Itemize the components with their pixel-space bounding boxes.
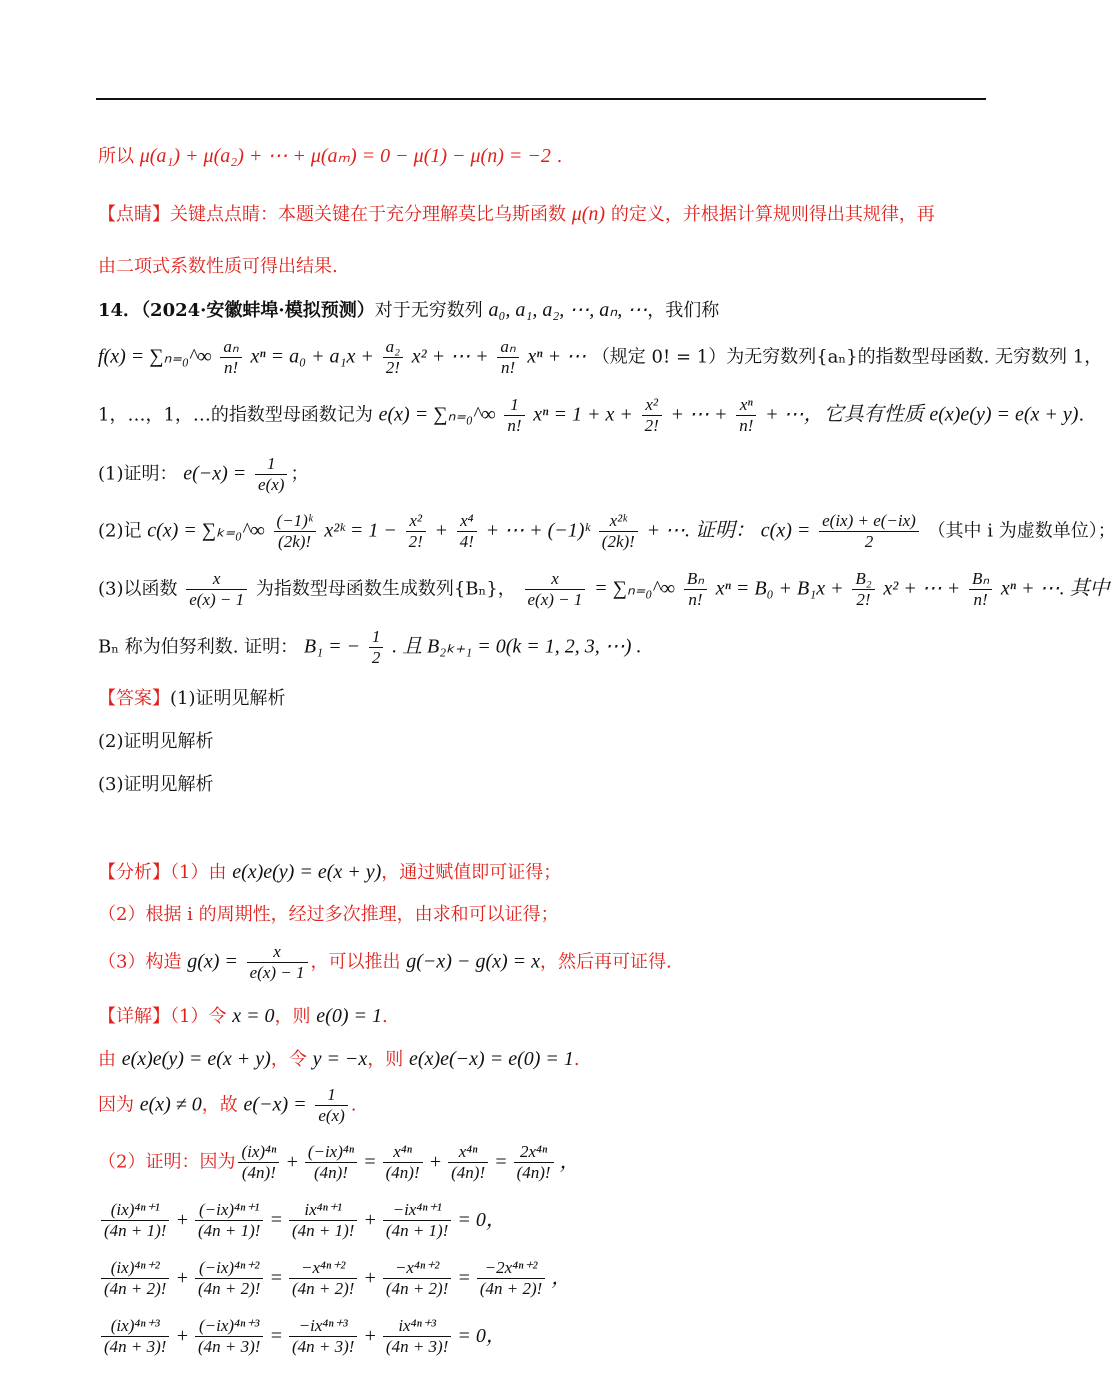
eq-fraction-num: 2x⁴ⁿ [514, 1143, 554, 1163]
comment-tag: 【点睛】 [98, 204, 170, 225]
eq-fraction-den: (4n)! [385, 1162, 420, 1182]
q2-left: c(x) = ∑ₖ₌₀^∞ [147, 519, 265, 542]
detail-2f2: y = −x [312, 1048, 368, 1070]
eq-fraction [305, 1143, 357, 1182]
e-frac-3-num: xⁿ [736, 396, 756, 416]
q2-frac-3-den: 4! [459, 531, 474, 551]
q2-plus: + [434, 519, 448, 542]
q3-frac-5 [969, 570, 992, 609]
eq-fraction-den: (4n + 2)! [479, 1278, 543, 1298]
q2-frac-4-den: (2k)! [601, 531, 635, 551]
eq-fraction-num: (−ix)⁴ⁿ [305, 1143, 357, 1163]
detail-2b: ，令 [270, 1049, 307, 1070]
q3-frac-1-den: e(x) − 1 [189, 589, 245, 609]
q3-b1-frac-den: 2 [371, 647, 381, 667]
eq-fraction-den: (4n + 2)! [291, 1278, 355, 1298]
q2-frac-1-num: (−1)ᵏ [274, 512, 316, 532]
analysis-1f: e(x)e(y) = e(x + y) [232, 861, 382, 883]
eq-op: + [363, 1208, 377, 1231]
detail-3-frac-num: 1 [315, 1086, 347, 1106]
q3-b1-frac-num: 1 [369, 628, 384, 648]
eq-fraction-den: (4n + 2)! [197, 1278, 261, 1298]
analysis-1b: ，通过赋值即可证得； [381, 862, 562, 883]
q3-frac-4-den: 2! [856, 589, 871, 609]
eq-op: = 0， [457, 1208, 506, 1231]
f-mid-2: x² + ⋯ + [411, 345, 489, 368]
eq-fraction-den: (4n + 1)! [197, 1220, 261, 1240]
result-end: . [556, 146, 563, 167]
q2-frac-3-num: x⁴ [457, 512, 477, 532]
f-frac-2-den: 2! [385, 357, 400, 377]
eq-op: + [428, 1150, 443, 1173]
e-line-a: 1，…，1，…的指数型母函数记为 [98, 404, 373, 426]
f-frac-2 [383, 338, 403, 377]
detail-line-5 [98, 1201, 509, 1240]
answer-tag: 【答案】 [98, 688, 170, 709]
detail-line-7 [98, 1317, 509, 1356]
e-definition [98, 396, 1084, 435]
detail-2f: e(x)e(y) = e(x + y) [121, 1048, 271, 1070]
q1-frac-den: e(x) [258, 474, 285, 494]
f-left: f(x) = ∑ₙ₌₀^∞ [98, 345, 212, 368]
q2-frac-4-num: x²ᵏ [599, 512, 638, 532]
eq-op: + [363, 1266, 377, 1289]
q3-frac-1-num: x [186, 570, 247, 590]
detail-2d: . [573, 1049, 580, 1070]
eq-op: = [269, 1266, 283, 1289]
eq-fraction [514, 1143, 554, 1182]
result-formula: μ(a₁) + μ(a₂) + ⋯ + μ(aₘ) = 0 − μ(1) − μ(n) = −2 [139, 145, 551, 167]
q1-left: e(−x) = [183, 462, 247, 485]
eq-fraction-den: (4n + 2)! [104, 1278, 167, 1298]
q2-frac-2-den: 2! [408, 531, 423, 551]
eq-fraction [383, 1317, 451, 1356]
q3-frac-5-num: Bₙ [969, 570, 992, 590]
eq-op: + [285, 1150, 299, 1173]
eq-op: ， [559, 1150, 580, 1173]
eq-fraction-num: −ix⁴ⁿ⁺¹ [383, 1201, 451, 1221]
analysis-tag: 【分析】 [98, 862, 170, 883]
answer-line-2 [98, 731, 214, 754]
eq-fraction-num: (ix)⁴ⁿ⁺¹ [101, 1201, 169, 1221]
eq-fraction-num: −x⁴ⁿ⁺² [289, 1259, 357, 1279]
eq-fraction-den: (4n)! [241, 1162, 276, 1182]
q3-b-b: . 且 B₂ₖ₊₁ = 0(k = 1, 2, 3, ⋯) . [392, 635, 642, 658]
q3-frac-4-num: B₂ [852, 570, 874, 590]
f-rule: （规定 0! = 1）为无穷数列{aₙ}的指数型母函数. 无穷数列 1， [591, 346, 1103, 368]
eq-fraction-den: (4n)! [313, 1162, 348, 1182]
eq-fraction-num: (ix)⁴ⁿ⁺³ [101, 1317, 169, 1337]
detail-1a: （1）令 [170, 1006, 227, 1027]
detail-3-frac-den: e(x) [318, 1105, 345, 1125]
detail-3f: e(x) ≠ 0 [139, 1093, 202, 1116]
eq-fraction [383, 1201, 451, 1240]
q1-frac [255, 455, 287, 494]
problem-intro-2: ，我们称 [647, 300, 720, 321]
q3-frac-2 [525, 570, 586, 609]
e-left: e(x) = ∑ₙ₌₀^∞ [378, 403, 496, 426]
eq-fraction [195, 1201, 263, 1240]
eq-fraction-den: (4n)! [451, 1162, 486, 1182]
eq-fraction [238, 1143, 279, 1182]
eq-fraction-num: (ix)⁴ⁿ [238, 1143, 279, 1163]
q3-frac-2-den: e(x) − 1 [527, 589, 583, 609]
q1-label: (1)证明： [98, 463, 178, 485]
e-frac-1-num: 1 [504, 396, 524, 416]
question-3 [98, 570, 1110, 609]
q3-mid-2: xⁿ = B₀ + B₁x + [715, 577, 844, 600]
f-frac-1-num: aₙ [220, 338, 241, 358]
q2-frac-3 [457, 512, 477, 551]
result-line [98, 144, 562, 169]
analysis-2: （2）根据 i 的周期性，经过多次推理，由求和可以证得； [98, 904, 559, 925]
analysis-3c: ，然后再可证得. [540, 951, 672, 973]
q2-frac-5 [819, 512, 919, 551]
q1-end: ； [290, 463, 309, 485]
q2-frac-2-num: x² [406, 512, 426, 532]
eq-fraction-den: (4n)! [516, 1162, 551, 1182]
eq-fraction-num: −ix⁴ⁿ⁺³ [289, 1317, 357, 1337]
eq-fraction-num: (ix)⁴ⁿ⁺² [101, 1259, 169, 1279]
analysis-3f: g(−x) − g(x) = x [406, 950, 541, 973]
analysis-line-1 [98, 860, 561, 885]
detail-line-1 [98, 1004, 388, 1029]
problem-number: 14． [98, 300, 142, 321]
eq-fraction-num: (−ix)⁴ⁿ⁺¹ [195, 1201, 263, 1221]
q2-frac-1 [274, 512, 316, 551]
eq-fraction-den: (4n + 3)! [385, 1336, 449, 1356]
eq-fraction [195, 1259, 263, 1298]
comment-text-2: 的定义，并根据计算规则得出其规律，再 [610, 204, 935, 225]
question-3-bernoulli [98, 628, 641, 667]
answer-line-3 [98, 774, 214, 797]
detail-1b: ，则 [274, 1006, 311, 1027]
eq-op: + [175, 1266, 189, 1289]
q2-frac-4 [599, 512, 638, 551]
detail-line-3 [98, 1086, 357, 1125]
analysis-1a: （1）由 [170, 862, 227, 883]
e-frac-2-den: 2! [644, 415, 659, 435]
q3-frac-5-den: n! [973, 589, 988, 609]
detail-3f2: e(−x) = [243, 1093, 307, 1116]
eq-fraction [289, 1317, 357, 1356]
q3-b1: B₁ = − [303, 635, 361, 658]
f-frac-3-den: n! [500, 357, 516, 377]
equation-row-3 [98, 1258, 574, 1298]
eq-fraction-den: (4n + 3)! [291, 1336, 355, 1356]
e-frac-3-den: n! [739, 415, 754, 435]
comment-line-1 [98, 202, 935, 227]
e-frac-2-num: x² [642, 396, 662, 416]
eq-fraction-den: (4n + 3)! [104, 1336, 167, 1356]
analysis-line-3 [98, 943, 672, 982]
eq-op: = 0， [457, 1324, 506, 1347]
detail-3c: . [350, 1094, 357, 1116]
problem-intro: 对于无穷数列 [374, 300, 483, 321]
eq-op: = [363, 1150, 377, 1173]
detail-line-4 [98, 1143, 583, 1182]
eq-fraction-num: −x⁴ⁿ⁺² [383, 1259, 451, 1279]
eq-fraction-den: (4n + 1)! [291, 1220, 355, 1240]
result-prefix: 所以 [98, 146, 134, 167]
detail-2c: ，则 [367, 1049, 404, 1070]
q2-frac-1-den: (2k)! [278, 531, 312, 551]
q2-mid: x²ᵏ = 1 − [324, 519, 397, 542]
eq-fraction [289, 1259, 357, 1298]
q3-label: (3)以函数 [98, 578, 178, 600]
eq-op: + [175, 1208, 189, 1231]
analysis-line-2 [98, 904, 559, 927]
q2-mid-3: + ⋯. 证明： [646, 519, 756, 542]
f-mid-3: xⁿ + ⋯ [527, 345, 587, 368]
eq-fraction-den: (4n + 2)! [385, 1278, 449, 1298]
detail-line-2 [98, 1047, 580, 1072]
e-mid-2: + ⋯ + [670, 403, 728, 426]
f-frac-3-num: aₙ [497, 338, 518, 358]
answer-1: (1)证明见解析 [170, 688, 286, 709]
comment-text-1: 关键点点睛：本题关键在于充分理解莫比乌斯函数 [170, 204, 566, 225]
eq-fraction [383, 1259, 451, 1298]
q3-frac-3-num: Bₙ [684, 570, 707, 590]
eq-fraction [101, 1259, 169, 1298]
question-1 [98, 455, 308, 494]
equation-row-4 [98, 1316, 509, 1356]
q2-mid-2: + ⋯ + (−1)ᵏ [485, 519, 591, 542]
eq-fraction [195, 1317, 263, 1356]
analysis-3-frac [247, 943, 308, 982]
detail-1f: x = 0 [232, 1005, 275, 1027]
e-mid-3: + ⋯，它具有性质 [765, 403, 924, 426]
analysis-3b: ，可以推出 [310, 951, 401, 973]
e-frac-2 [642, 396, 662, 435]
f-frac-1-den: n! [223, 357, 239, 377]
analysis-3-frac-num: x [247, 943, 308, 963]
eq-fraction-num: (−ix)⁴ⁿ⁺² [195, 1259, 263, 1279]
eq-fraction [289, 1201, 357, 1240]
f-frac-1 [220, 338, 241, 377]
e-prop: e(x)e(y) = e(x + y) [929, 403, 1079, 426]
q2-label: (2)记 [98, 520, 142, 542]
eq-op: = [457, 1266, 471, 1289]
e-frac-1-den: n! [507, 415, 522, 435]
f-mid: xⁿ = a₀ + a₁x + [250, 345, 374, 368]
q3-b1-frac [369, 628, 384, 667]
q3-mid: 为指数型母函数生成数列{Bₙ}， [255, 578, 516, 600]
q3-mid-4: xⁿ + ⋯. 其中 [1000, 577, 1110, 600]
detail-4a: （2）证明：因为 [98, 1151, 236, 1173]
answer-3: (3)证明见解析 [98, 774, 214, 795]
q3-mid-3: x² + ⋯ + [883, 577, 961, 600]
eq-fraction-den: (4n + 3)! [197, 1336, 261, 1356]
answer-2: (2)证明见解析 [98, 731, 214, 752]
q3-frac-3-den: n! [688, 589, 703, 609]
eq-op: = [269, 1208, 283, 1231]
e-frac-3 [736, 396, 756, 435]
eq-fraction [477, 1259, 545, 1298]
detail-tag: 【详解】 [98, 1006, 170, 1027]
f-frac-2-num: a₂ [383, 338, 403, 358]
eq-op: ， [551, 1266, 572, 1289]
detail-line-6 [98, 1259, 574, 1298]
question-2 [98, 512, 1116, 551]
analysis-3g: g(x) = [187, 950, 238, 973]
comment-mu: μ(n) [571, 203, 606, 225]
eq-fraction [448, 1143, 488, 1182]
comment-text-3: 由二项式系数性质可得出结果. [98, 256, 338, 277]
detail-2f3: e(x)e(−x) = e(0) = 1 [409, 1048, 574, 1070]
q1-frac-num: 1 [255, 455, 287, 475]
eq-fraction-num: (−ix)⁴ⁿ⁺³ [195, 1317, 263, 1337]
detail-3-frac [315, 1086, 347, 1125]
q3-b-a: Bₙ 称为伯努利数. 证明： [98, 636, 299, 658]
eq-op: + [175, 1324, 189, 1347]
eq-fraction-num: ix⁴ⁿ⁺¹ [289, 1201, 357, 1221]
eq-fraction [101, 1201, 169, 1240]
detail-1c: . [382, 1006, 388, 1027]
e-mid: xⁿ = 1 + x + [533, 403, 633, 426]
q2-frac-5-den: 2 [864, 531, 874, 551]
eq-fraction [101, 1317, 169, 1356]
q3-frac-4 [852, 570, 874, 609]
equation-row-2 [98, 1200, 509, 1240]
detail-1f2: e(0) = 1 [316, 1005, 382, 1027]
eq-fraction-num: ix⁴ⁿ⁺³ [383, 1317, 451, 1337]
q3-sum: = ∑ₙ₌₀^∞ [594, 577, 676, 600]
eq-fraction [383, 1143, 423, 1182]
eq-op: = [269, 1324, 283, 1347]
eq-op: + [363, 1324, 377, 1347]
comment-line-2 [98, 256, 338, 279]
q3-frac-1 [186, 570, 247, 609]
analysis-3-frac-den: e(x) − 1 [249, 962, 305, 982]
problem-source: （2024·安徽蚌埠·模拟预测） [141, 300, 375, 321]
problem-header [98, 298, 719, 323]
e-end: . [1078, 404, 1085, 426]
detail-2a: 由 [98, 1049, 116, 1070]
analysis-3a: （3）构造 [98, 951, 182, 973]
q2-frac-2 [406, 512, 426, 551]
problem-seq: a₀, a₁, a₂, ⋯, aₙ, ⋯ [488, 299, 648, 321]
eq-fraction-den: (4n + 1)! [104, 1220, 167, 1240]
q2-c: c(x) = [760, 519, 811, 542]
q2-frac-5-num: e(ix) + e(−ix) [819, 512, 919, 532]
q3-frac-3 [684, 570, 707, 609]
eq-op: = [494, 1150, 508, 1173]
equation-row-1 [235, 1142, 582, 1182]
answer-line-1 [98, 688, 286, 711]
detail-3a: 因为 [98, 1094, 134, 1116]
eq-fraction-num: x⁴ⁿ [448, 1143, 488, 1163]
header-rule [96, 98, 986, 100]
f-frac-3 [497, 338, 518, 377]
e-frac-1 [504, 396, 524, 435]
eq-fraction-num: −2x⁴ⁿ⁺² [477, 1259, 545, 1279]
detail-3b: ，故 [201, 1094, 238, 1116]
problem-definition [98, 338, 1102, 377]
eq-fraction-den: (4n + 1)! [385, 1220, 449, 1240]
q3-frac-2-num: x [525, 570, 586, 590]
q2-end: （其中 i 为虚数单位）； [927, 520, 1116, 542]
eq-fraction-num: x⁴ⁿ [383, 1143, 423, 1163]
